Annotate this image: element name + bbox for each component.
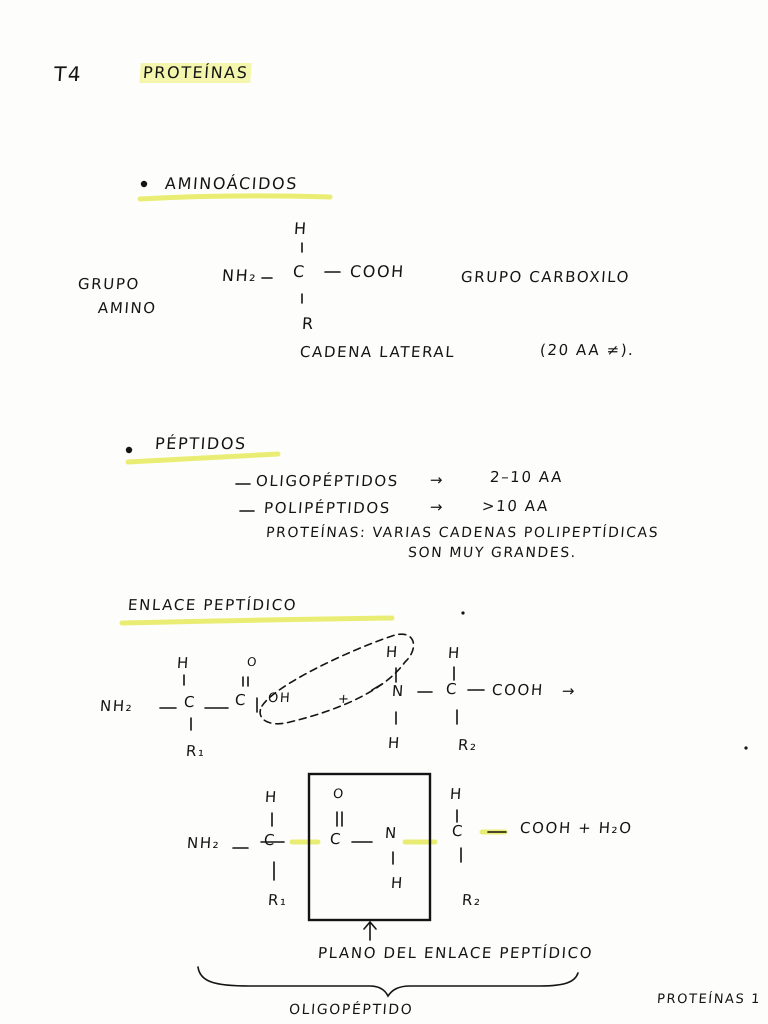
page-title: PROTEÍNAS	[139, 63, 252, 83]
r1-c1: C	[183, 693, 197, 711]
r2-c3: C	[451, 822, 465, 840]
oligopeptido-label: OLIGOPÉPTIDO	[288, 1002, 414, 1018]
aminoacid-nh2: NH₂	[221, 266, 258, 285]
aminoacid-top-h: H	[293, 219, 309, 238]
polipeptidos-arrow: →	[429, 498, 445, 516]
polipeptidos-label: POLIPÉPTIDOS	[263, 499, 392, 517]
r2-c1: C	[263, 831, 277, 849]
aminoacid-side-r: R	[301, 314, 316, 333]
aminoacid-cooh: COOH	[349, 262, 406, 281]
r2-r2: R₂	[461, 891, 483, 909]
page-footer-label: PROTEÍNAS 1	[656, 992, 762, 1007]
r1-nh2: NH₂	[99, 697, 134, 715]
bullet-aminoacidos	[141, 181, 147, 187]
r1-c2: C	[234, 691, 248, 709]
proteinas-definition: PROTEÍNAS: VARIAS CADENAS POLIPEPTÍDICAS	[265, 525, 660, 541]
r2-n: N	[384, 824, 399, 842]
r2-h2: H	[449, 785, 464, 803]
oligopeptide-brace	[198, 967, 578, 996]
highlight-enlace	[122, 618, 392, 623]
r1-r2: R₂	[457, 736, 479, 754]
polipeptidos-value: >10 AA	[481, 497, 550, 515]
r1-n: N	[391, 682, 406, 700]
r2-o: O	[332, 787, 346, 802]
label-grupo-carboxilo: GRUPO CARBOXILO	[460, 268, 631, 286]
r1-h1: H	[176, 654, 191, 672]
r2-r1: R₁	[267, 891, 289, 909]
aminoacid-alpha-carbon: C	[292, 262, 307, 281]
r2-tail: COOH + H₂O	[519, 819, 634, 837]
r1-r1: R₁	[185, 742, 207, 760]
proteinas-definition-cont: SON MUY GRANDES.	[407, 545, 578, 561]
plano-arrow	[364, 922, 376, 940]
oligopeptidos-arrow: →	[429, 471, 445, 489]
label-grupo-amino-line2: AMINO	[97, 299, 158, 317]
highlight-aminoacidos	[140, 196, 330, 199]
label-grupo-amino-line1: GRUPO	[77, 275, 141, 293]
bullet-peptidos	[126, 447, 132, 453]
section-heading-peptidos: PÉPTIDOS	[154, 434, 248, 453]
r2-h1: H	[264, 788, 279, 806]
r1-plus: +	[337, 692, 352, 707]
plano-label: PLANO DEL ENLACE PEPTÍDICO	[317, 944, 594, 962]
r2-nh2: NH₂	[186, 834, 221, 852]
r1-o: O	[246, 655, 259, 669]
label-cadena-lateral: CADENA LATERAL	[299, 343, 456, 361]
section-heading-enlace: ENLACE PEPTÍDICO	[127, 596, 298, 614]
r1-cooh: COOH	[491, 681, 545, 699]
r1-arrow: →	[561, 682, 577, 700]
r1-h2: H	[385, 643, 400, 661]
cadena-lateral-note: (20 AA ≠).	[539, 341, 636, 359]
r2-h-bottom: H	[390, 874, 405, 892]
oligopeptidos-label: OLIGOPÉPTIDOS	[255, 472, 400, 490]
topic-number: T4	[53, 62, 83, 86]
r1-c3: C	[445, 680, 459, 698]
oligopeptidos-value: 2–10 AA	[489, 468, 564, 486]
section-heading-aminoacidos: AMINOÁCIDOS	[164, 174, 299, 193]
peptide-plane-box	[309, 774, 430, 920]
r2-c2: C	[329, 830, 343, 848]
highlight-peptidos	[128, 454, 278, 462]
r1-h3: H	[447, 644, 462, 662]
r1-h-bottom: H	[387, 734, 402, 752]
r1-oh: OH	[267, 691, 292, 706]
